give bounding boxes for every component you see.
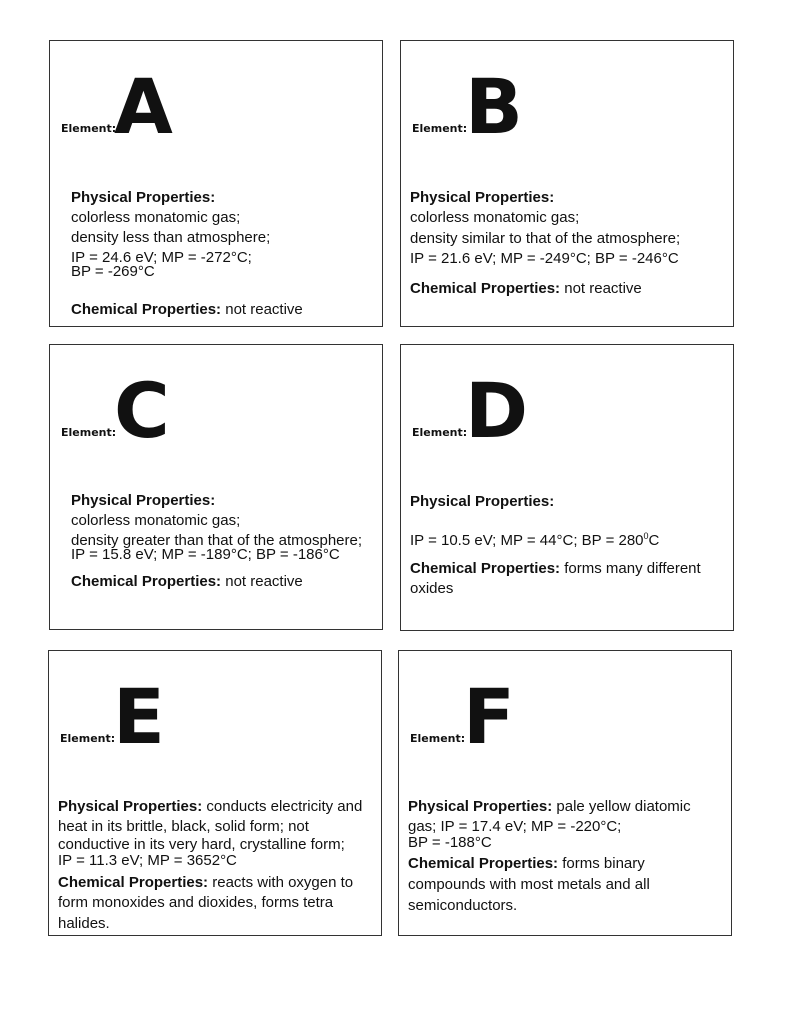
- element-card-c: [49, 344, 383, 630]
- property-text: BP = -269°C: [71, 263, 155, 280]
- property-text: oxides: [410, 580, 454, 597]
- property-text-suffix: C: [648, 532, 660, 549]
- property-text: forms binary: [558, 855, 645, 872]
- property-label: Chemical Properties:: [408, 855, 559, 872]
- property-line: [58, 798, 362, 816]
- property-line: [410, 189, 554, 207]
- property-text: semiconductors.: [408, 897, 518, 914]
- property-line: [410, 527, 659, 550]
- property-line: [71, 512, 240, 530]
- property-text: compounds with most metals and all: [408, 876, 650, 893]
- property-line: [408, 897, 517, 915]
- element-card-f: [398, 650, 732, 936]
- property-line: [71, 209, 240, 227]
- property-label: Physical Properties:: [410, 189, 555, 206]
- property-text: IP = 21.6 eV; MP = -249°C; BP = -246°C: [410, 250, 679, 267]
- property-text: form monoxides and dioxides, forms tetra: [58, 894, 334, 911]
- property-label: Physical Properties:: [71, 492, 216, 509]
- property-line: [58, 874, 353, 892]
- property-text: not reactive: [221, 301, 303, 318]
- property-line: [58, 915, 110, 933]
- property-text: colorless monatomic gas;: [410, 209, 580, 226]
- property-line: [408, 855, 645, 873]
- element-letter: F: [463, 672, 515, 761]
- element-letter: C: [114, 366, 170, 455]
- superscript: 0: [643, 531, 649, 541]
- property-line: [410, 280, 642, 298]
- property-text: density similar to that of the atmosphere;: [410, 230, 681, 247]
- property-line: [408, 798, 691, 816]
- property-text: forms many different: [560, 560, 701, 577]
- element-label: Element:: [61, 122, 117, 135]
- property-line: [410, 560, 701, 578]
- property-text: gas; IP = 17.4 eV; MP = -220°C;: [408, 818, 622, 835]
- element-card-b: [400, 40, 734, 327]
- element-label: Element:: [60, 732, 116, 745]
- property-line: [71, 301, 303, 319]
- property-label: Chemical Properties:: [410, 560, 561, 577]
- property-label: Chemical Properties:: [410, 280, 561, 297]
- property-line: [71, 492, 215, 510]
- property-label: Chemical Properties:: [71, 573, 222, 590]
- element-label: Element:: [61, 426, 117, 439]
- property-text: not reactive: [221, 573, 303, 590]
- property-text: BP = -188°C: [408, 834, 492, 851]
- element-letter: B: [465, 62, 523, 151]
- property-text: IP = 24.6 eV; MP = -272°C;: [71, 249, 252, 266]
- property-line: [71, 189, 215, 207]
- property-text: not reactive: [560, 280, 642, 297]
- element-label: Element:: [410, 732, 466, 745]
- property-line: [71, 546, 340, 564]
- property-line: [410, 250, 679, 268]
- property-text: reacts with oxygen to: [208, 874, 354, 891]
- property-text: IP = 11.3 eV; MP = 3652°C: [58, 852, 237, 869]
- property-label: Chemical Properties:: [58, 874, 209, 891]
- element-card-e: [48, 650, 382, 936]
- property-line: [410, 580, 453, 598]
- element-letter: E: [113, 672, 165, 761]
- property-line: [410, 209, 579, 227]
- property-line: [408, 834, 492, 852]
- property-text: conducts electricity and: [202, 798, 363, 815]
- property-line: [410, 230, 680, 248]
- property-label: Physical Properties:: [408, 798, 553, 815]
- property-line: [410, 493, 554, 511]
- property-label: Physical Properties:: [410, 493, 555, 510]
- property-text: colorless monatomic gas;: [71, 209, 241, 226]
- property-line: [58, 894, 333, 912]
- element-label: Element:: [412, 426, 468, 439]
- element-letter: D: [465, 366, 529, 455]
- property-text: halides.: [58, 915, 110, 932]
- property-text: conductive in its very hard, crystalline form;: [58, 836, 345, 853]
- property-line: [58, 818, 309, 836]
- property-text: colorless monatomic gas;: [71, 512, 241, 529]
- property-line: [71, 229, 270, 247]
- property-line: [58, 852, 237, 870]
- property-text: IP = 15.8 eV; MP = -189°C; BP = -186°C: [71, 546, 340, 563]
- property-label: Chemical Properties:: [71, 301, 222, 318]
- property-label: Physical Properties:: [71, 189, 216, 206]
- property-line: [71, 263, 155, 281]
- property-label: Physical Properties:: [58, 798, 203, 815]
- element-card-d: [400, 344, 734, 631]
- property-line: [408, 876, 650, 894]
- property-text: IP = 10.5 eV; MP = 44°C; BP = 280: [410, 532, 644, 549]
- element-card-a: [49, 40, 383, 327]
- property-text: pale yellow diatomic: [552, 798, 691, 815]
- property-line: [71, 573, 303, 591]
- element-letter: A: [114, 62, 173, 151]
- property-text: density less than atmosphere;: [71, 229, 271, 246]
- property-text: density greater than that of the atmosphere;: [71, 532, 363, 549]
- property-text: heat in its brittle, black, solid form; not: [58, 818, 309, 835]
- element-label: Element:: [412, 122, 468, 135]
